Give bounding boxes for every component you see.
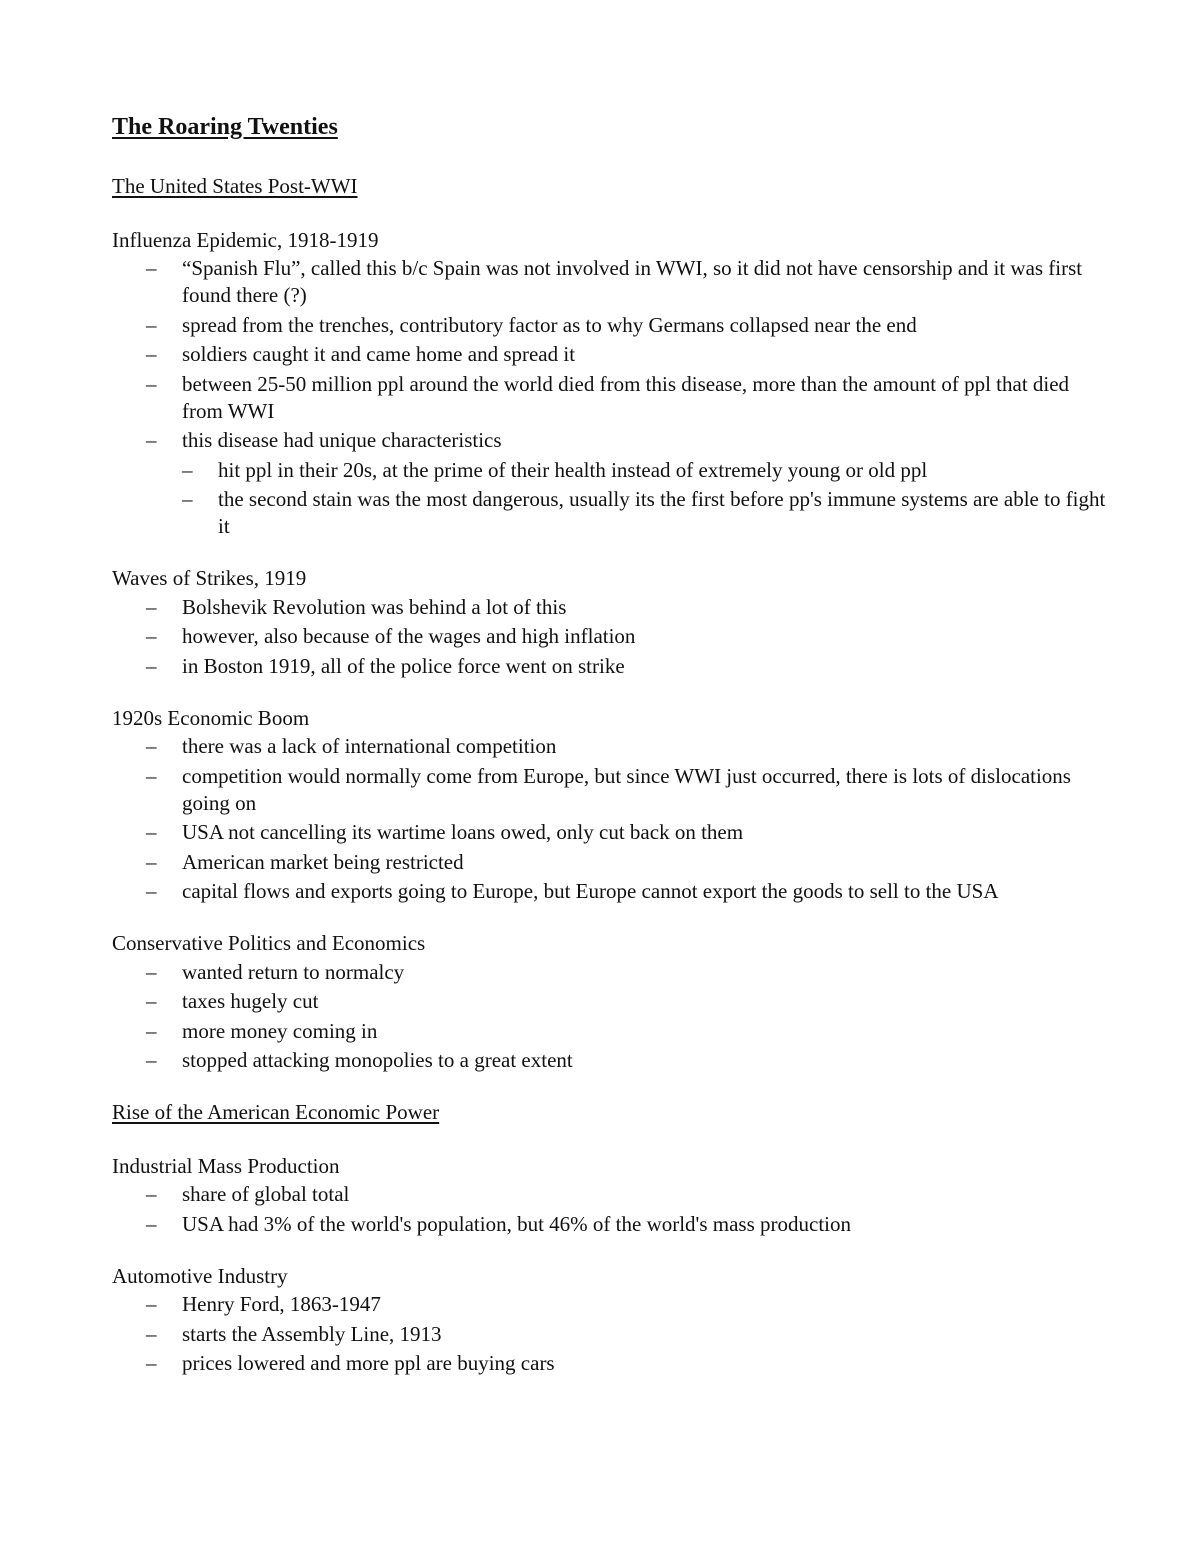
list-item-text: there was a lack of international competition — [182, 734, 557, 758]
sub-bullet-list — [182, 457, 1112, 541]
dash-bullet-icon: – — [146, 1018, 157, 1043]
list-item — [112, 594, 1112, 621]
list-item-text: competition would normally come from Europe, but since WWI just occurred, there is lots of dislocations going on — [182, 763, 1071, 815]
list-item-text: “Spanish Flu”, called this b/c Spain was not involved in WWI, so it did not have censorship and it was first found there (?) — [182, 256, 1083, 307]
dash-bullet-icon: – — [146, 820, 157, 844]
dash-bullet-icon: – — [146, 624, 157, 648]
list-item — [112, 1321, 1112, 1348]
document-page — [112, 110, 1112, 1401]
sub-list-item-text: hit ppl in their 20s, at the prime of their health instead of extremely young or old ppl — [218, 457, 928, 482]
dash-bullet-icon: – — [146, 428, 157, 452]
list-item-text: soldiers caught it and came home and spread it — [182, 342, 576, 366]
bullet-list — [112, 959, 1112, 1075]
list-item-text: taxes hugely cut — [182, 989, 319, 1013]
list-item-text: spread from the trenches, contributory factor as to why Germans collapsed near the end — [182, 312, 917, 337]
list-item-text: stopped attacking monopolies to a great extent — [182, 1048, 573, 1072]
document-title: The Roaring Twenties — [112, 114, 338, 140]
list-item — [112, 733, 1112, 760]
dash-bullet-icon: – — [146, 849, 157, 874]
topic-block — [112, 1152, 1112, 1238]
list-item-text: capital flows and exports going to Europe, but Europe cannot export the goods to sell to the USA — [182, 879, 999, 903]
dash-bullet-icon: – — [146, 342, 157, 366]
sub-list-item — [182, 457, 1112, 484]
section-heading: Rise of the American Economic Power — [112, 1100, 440, 1124]
list-item-text: between 25-50 million ppl around the world died from this disease, more than the amount of ppl that died from WWI — [182, 371, 1070, 423]
list-item — [112, 959, 1112, 986]
bullet-list — [112, 733, 1112, 905]
list-item-text: wanted return to normalcy — [182, 959, 405, 984]
topic-title: Waves of Strikes, 1919 — [112, 566, 307, 590]
list-item — [112, 878, 1112, 905]
topic-block — [112, 564, 1112, 680]
topic-block — [112, 929, 1112, 1074]
list-item — [112, 763, 1112, 817]
dash-bullet-icon: – — [146, 1211, 157, 1236]
topic-title: 1920s Economic Boom — [112, 705, 310, 730]
dash-bullet-icon: – — [146, 1351, 157, 1375]
dash-bullet-icon: – — [146, 1321, 157, 1346]
list-item — [112, 849, 1112, 876]
dash-bullet-icon: – — [146, 959, 157, 984]
list-item — [112, 427, 1112, 540]
list-item-text: more money coming in — [182, 1018, 378, 1043]
list-item — [112, 341, 1112, 368]
list-item — [112, 371, 1112, 425]
dash-bullet-icon: – — [146, 1292, 157, 1316]
topic-block — [112, 704, 1112, 906]
list-item-text: however, also because of the wages and high inflation — [182, 624, 636, 648]
list-item-text: starts the Assembly Line, 1913 — [182, 1321, 442, 1346]
dash-bullet-icon: – — [182, 457, 193, 482]
bullet-list — [112, 594, 1112, 680]
list-item — [112, 1211, 1112, 1238]
topic-title: Industrial Mass Production — [112, 1153, 340, 1178]
dash-bullet-icon: – — [182, 487, 193, 511]
list-item-text: this disease had unique characteristics — [182, 428, 502, 452]
bullet-list — [112, 1291, 1112, 1377]
list-item — [112, 255, 1112, 309]
dash-bullet-icon: – — [146, 312, 157, 337]
list-item-text: prices lowered and more ppl are buying cars — [182, 1351, 555, 1375]
list-item-text: Bolshevik Revolution was behind a lot of this — [182, 594, 567, 619]
dash-bullet-icon: – — [146, 594, 157, 619]
list-item — [112, 988, 1112, 1015]
list-item — [112, 653, 1112, 680]
topic-title: Influenza Epidemic, 1918-1919 — [112, 227, 379, 252]
dash-bullet-icon: – — [146, 371, 157, 396]
list-item — [112, 1047, 1112, 1074]
bullet-list — [112, 255, 1112, 540]
list-item — [112, 1018, 1112, 1045]
list-item — [112, 623, 1112, 650]
dash-bullet-icon: – — [146, 1048, 157, 1072]
dash-bullet-icon: – — [146, 763, 157, 788]
dash-bullet-icon: – — [146, 653, 157, 678]
dash-bullet-icon: – — [146, 1182, 157, 1206]
section-heading: The United States Post-WWI — [112, 174, 358, 198]
list-item-text: in Boston 1919, all of the police force went on strike — [182, 653, 625, 678]
topic-title: Automotive Industry — [112, 1263, 288, 1288]
document-body — [112, 172, 1112, 1377]
list-item — [112, 1291, 1112, 1318]
dash-bullet-icon: – — [146, 989, 157, 1013]
topic-block — [112, 1262, 1112, 1378]
list-item — [112, 819, 1112, 846]
sub-list-item-text: the second stain was the most dangerous, usually its the first before pp's immune systems are able to fight it — [218, 487, 1106, 538]
dash-bullet-icon: – — [146, 879, 157, 903]
dash-bullet-icon: – — [146, 734, 157, 758]
dash-bullet-icon: – — [146, 256, 157, 280]
bullet-list — [112, 1181, 1112, 1238]
list-item-text: American market being restricted — [182, 849, 464, 874]
list-item — [112, 312, 1112, 339]
list-item — [112, 1350, 1112, 1377]
list-item-text: USA had 3% of the world's population, but 46% of the world's mass production — [182, 1211, 851, 1236]
list-item-text: Henry Ford, 1863-1947 — [182, 1292, 381, 1316]
list-item-text: USA not cancelling its wartime loans owed, only cut back on them — [182, 820, 744, 844]
list-item — [112, 1181, 1112, 1208]
list-item-text: share of global total — [182, 1182, 350, 1206]
topic-block — [112, 226, 1112, 541]
sub-list-item — [182, 486, 1112, 540]
topic-title: Conservative Politics and Economics — [112, 931, 426, 955]
